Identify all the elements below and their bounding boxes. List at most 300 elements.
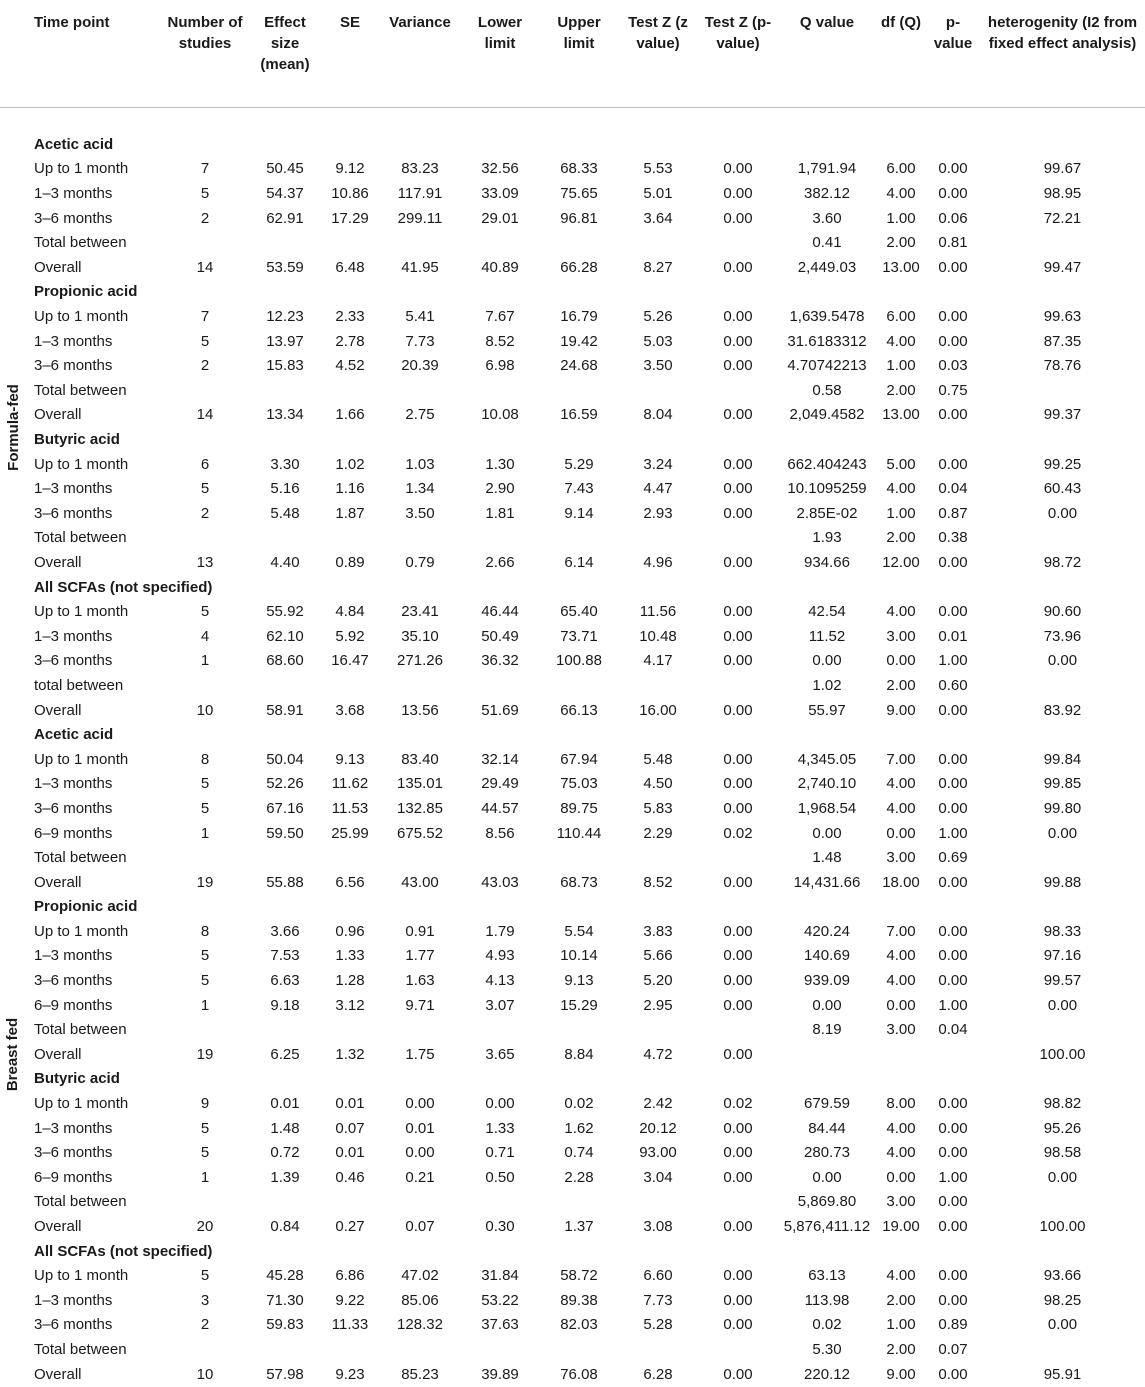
table-cell: 0.00 xyxy=(1047,504,1078,522)
table-cell: 0.00 xyxy=(938,947,968,965)
table-cell: 57.98 xyxy=(266,1365,304,1383)
table-cell: 6.25 xyxy=(270,1045,300,1063)
row-label: 1–3 months xyxy=(34,627,113,645)
table-cell: 20.39 xyxy=(401,357,439,375)
table-cell: 1.48 xyxy=(812,849,842,867)
table-cell xyxy=(618,378,698,403)
table-cell: 0.00 xyxy=(938,185,968,203)
table-cell: 0.00 xyxy=(723,873,753,891)
section-row xyxy=(0,1239,1145,1264)
table-cell: 3.08 xyxy=(643,1218,673,1236)
table-row xyxy=(0,1362,1145,1387)
header-effect-size: Effect size (mean) xyxy=(250,0,320,107)
table-cell: 1.00 xyxy=(886,1316,916,1334)
table-row xyxy=(0,452,1145,477)
table-cell: 5.54 xyxy=(564,922,594,940)
table-cell: 39.89 xyxy=(481,1365,519,1383)
table-cell: 0.00 xyxy=(723,160,753,178)
table-cell: 5.00 xyxy=(886,455,916,473)
table-cell: 2.78 xyxy=(335,332,365,350)
table-cell: 0.00 xyxy=(812,824,842,842)
table-cell: 68.33 xyxy=(560,160,598,178)
table-cell: 68.60 xyxy=(266,652,304,670)
row-label: Up to 1 month xyxy=(34,455,129,473)
table-cell: 0.71 xyxy=(485,1144,515,1162)
table-cell: 53.59 xyxy=(266,258,304,276)
group-label-text: Breast fed xyxy=(4,1017,22,1092)
table-cell: 40.89 xyxy=(481,258,519,276)
row-label: 1–3 months xyxy=(34,1119,113,1137)
table-cell: 6 xyxy=(200,455,210,473)
table-cell: 5 xyxy=(200,775,210,793)
table-cell: 0.06 xyxy=(938,209,968,227)
table-cell: 0.00 xyxy=(723,455,753,473)
table-cell: 8.56 xyxy=(485,824,515,842)
table-cell xyxy=(380,526,460,551)
header-test-z-p-value: Test Z (p-value) xyxy=(698,0,778,107)
table-cell: 0.00 xyxy=(938,603,968,621)
table-cell: 67.16 xyxy=(266,799,304,817)
table-cell: 0.60 xyxy=(938,676,968,694)
table-cell: 65.40 xyxy=(560,603,598,621)
table-cell: 5.53 xyxy=(643,160,673,178)
table-cell: 5.29 xyxy=(564,455,594,473)
table-cell: 0.01 xyxy=(938,627,968,645)
table-row xyxy=(0,1337,1145,1362)
table-cell: 99.85 xyxy=(1043,775,1082,793)
table-cell: 13.34 xyxy=(266,406,304,424)
table-cell xyxy=(460,673,540,698)
table-cell: 117.91 xyxy=(397,185,443,203)
table-cell: 93.00 xyxy=(639,1144,677,1162)
table-cell: 0.00 xyxy=(405,1144,435,1162)
table-cell xyxy=(160,230,250,255)
row-label: 1–3 months xyxy=(34,480,113,498)
section-title: Butyric acid xyxy=(34,431,120,449)
table-cell: 0.00 xyxy=(812,996,842,1014)
table-cell xyxy=(618,1337,698,1362)
table-cell: 9.22 xyxy=(335,1291,365,1309)
table-cell: 0.00 xyxy=(938,258,968,276)
table-row xyxy=(0,1313,1145,1338)
row-label: Total between xyxy=(34,1021,127,1039)
table-cell xyxy=(618,673,698,698)
table-cell: 3.00 xyxy=(886,627,916,645)
row-label: 3–6 months xyxy=(34,652,113,670)
table-cell: 0.00 xyxy=(886,996,916,1014)
table-cell: 90.60 xyxy=(1043,603,1082,621)
table-cell: 3.65 xyxy=(485,1045,515,1063)
table-cell: 8.52 xyxy=(643,873,673,891)
table-cell: 25.99 xyxy=(331,824,369,842)
table-cell: 0.00 xyxy=(1047,1316,1078,1334)
table-cell: 113.98 xyxy=(804,1291,850,1309)
table-cell: 6.86 xyxy=(335,1267,365,1285)
table-cell: 0.02 xyxy=(723,1095,753,1113)
table-cell: 7.43 xyxy=(564,480,594,498)
table-cell: 0.00 xyxy=(723,972,753,990)
table-cell: 36.32 xyxy=(481,652,519,670)
table-cell: 2.66 xyxy=(485,553,515,571)
table-cell: 16.00 xyxy=(639,701,677,719)
table-cell: 6.28 xyxy=(643,1365,673,1383)
table-cell: 2.42 xyxy=(643,1095,673,1113)
table-cell: 5.41 xyxy=(405,308,435,326)
table-cell xyxy=(380,378,460,403)
table-cell: 0.00 xyxy=(938,332,968,350)
table-cell: 6.98 xyxy=(485,357,515,375)
table-cell: 20.12 xyxy=(639,1119,677,1137)
table-cell xyxy=(380,845,460,870)
table-cell: 85.06 xyxy=(401,1291,439,1309)
table-cell: 1 xyxy=(200,1168,210,1186)
table-cell: 1.00 xyxy=(938,1168,968,1186)
section-row xyxy=(0,132,1145,157)
table-cell: 5 xyxy=(200,603,210,621)
table-cell: 31.84 xyxy=(481,1267,519,1285)
table-cell: 1.02 xyxy=(335,455,365,473)
table-cell: 73.96 xyxy=(1043,627,1082,645)
table-cell: 2,049.4582 xyxy=(789,406,865,424)
table-cell: 71.30 xyxy=(266,1291,304,1309)
table-cell: 0.07 xyxy=(938,1340,968,1358)
table-cell: 99.84 xyxy=(1043,750,1082,768)
table-cell: 5.92 xyxy=(335,627,365,645)
table-cell: 420.24 xyxy=(804,922,850,940)
table-cell: 87.35 xyxy=(1043,332,1082,350)
table-cell xyxy=(380,673,460,698)
row-label: 3–6 months xyxy=(34,1144,113,1162)
table-cell: 12.23 xyxy=(266,308,304,326)
table-row xyxy=(0,673,1145,698)
table-cell: 110.44 xyxy=(556,824,602,842)
table-cell: 98.58 xyxy=(1043,1144,1082,1162)
table-cell: 9.00 xyxy=(886,701,916,719)
table-cell: 99.67 xyxy=(1043,160,1082,178)
table-cell: 0.00 xyxy=(938,701,968,719)
row-label: Total between xyxy=(34,529,127,547)
table-cell: 9.14 xyxy=(564,504,594,522)
table-cell: 4.93 xyxy=(485,947,515,965)
table-cell: 98.72 xyxy=(1043,553,1082,571)
table-cell: 0.79 xyxy=(405,553,435,571)
table-cell: 6.48 xyxy=(335,258,365,276)
row-label: Total between xyxy=(34,234,127,252)
table-cell: 31.6183312 xyxy=(787,332,867,350)
table-cell: 5 xyxy=(200,1144,210,1162)
row-label: 3–6 months xyxy=(34,209,113,227)
table-cell: 8.52 xyxy=(485,332,515,350)
table-cell xyxy=(460,378,540,403)
row-label: 6–9 months xyxy=(34,1168,113,1186)
header-p-value: p-value xyxy=(926,0,980,107)
table-cell: 128.32 xyxy=(397,1316,443,1334)
table-cell: 6.00 xyxy=(886,160,916,178)
table-cell: 2 xyxy=(200,504,210,522)
table-cell: 9.23 xyxy=(335,1365,365,1383)
section-title: Propionic acid xyxy=(34,898,138,916)
table-cell: 5.83 xyxy=(643,799,673,817)
table-cell: 2,449.03 xyxy=(797,258,857,276)
table-cell: 0.00 xyxy=(1047,652,1078,670)
table-cell xyxy=(698,1017,778,1042)
header-number-of-studies: Number of studies xyxy=(160,0,250,107)
table-cell: 11.53 xyxy=(331,799,369,817)
table-cell: 3.60 xyxy=(812,209,842,227)
table-cell: 4,345.05 xyxy=(797,750,857,768)
table-cell: 1.81 xyxy=(485,504,515,522)
table-cell: 45.28 xyxy=(266,1267,304,1285)
table-cell: 0.00 xyxy=(938,1095,968,1113)
table-cell: 66.28 xyxy=(560,258,598,276)
table-cell: 1 xyxy=(200,652,210,670)
table-cell: 5,876,411.12 xyxy=(783,1218,871,1236)
table-cell: 0.00 xyxy=(485,1095,515,1113)
table-cell: 3.50 xyxy=(643,357,673,375)
table-cell: 1.63 xyxy=(405,972,435,990)
table-cell: 0.00 xyxy=(723,504,753,522)
table-cell: 62.10 xyxy=(266,627,304,645)
table-cell: 5.28 xyxy=(643,1316,673,1334)
table-cell: 0.00 xyxy=(723,1267,753,1285)
table-cell: 1 xyxy=(200,996,210,1014)
table-cell xyxy=(618,526,698,551)
section-row xyxy=(0,722,1145,747)
table-row xyxy=(0,501,1145,526)
row-label: Overall xyxy=(34,406,82,424)
table-row xyxy=(0,550,1145,575)
row-label: 1–3 months xyxy=(34,1291,113,1309)
table-cell: 939.09 xyxy=(804,972,850,990)
header-time-point: Time point xyxy=(0,0,160,107)
section-title: Propionic acid xyxy=(34,283,138,301)
table-cell: 299.11 xyxy=(397,209,443,227)
section-title: Butyric acid xyxy=(34,1070,120,1088)
table-cell: 89.75 xyxy=(560,799,598,817)
table-cell: 8.04 xyxy=(643,406,673,424)
table-cell xyxy=(320,378,380,403)
table-cell xyxy=(160,1337,250,1362)
table-cell xyxy=(540,845,618,870)
table-row xyxy=(0,378,1145,403)
table-cell: 99.57 xyxy=(1043,972,1082,990)
table-row xyxy=(0,599,1145,624)
table-cell: 3 xyxy=(200,1291,210,1309)
row-label: Overall xyxy=(34,258,82,276)
table-cell: 4.00 xyxy=(886,603,916,621)
table-cell: 0.00 xyxy=(938,1144,968,1162)
table-cell: 0.00 xyxy=(938,406,968,424)
table-cell: 0.50 xyxy=(485,1168,515,1186)
table-cell: 83.40 xyxy=(401,750,439,768)
table-cell: 14 xyxy=(196,406,214,424)
group-label xyxy=(3,722,23,1387)
table-cell: 0.00 xyxy=(886,824,916,842)
row-label: 1–3 months xyxy=(34,332,113,350)
table-row xyxy=(0,304,1145,329)
table-cell: 934.66 xyxy=(804,553,850,571)
table-cell: 0.00 xyxy=(1047,1168,1078,1186)
table-cell: 0.02 xyxy=(723,824,753,842)
table-cell: 99.88 xyxy=(1043,873,1082,891)
table-cell: 2.00 xyxy=(886,529,916,547)
table-cell xyxy=(876,1042,926,1067)
group-label xyxy=(3,132,23,723)
table-cell: 50.45 xyxy=(266,160,304,178)
table-cell: 99.37 xyxy=(1043,406,1082,424)
table-row xyxy=(0,255,1145,280)
table-cell: 89.38 xyxy=(560,1291,598,1309)
table-cell: 0.00 xyxy=(938,1119,968,1137)
table-cell: 1.93 xyxy=(812,529,842,547)
row-label: Up to 1 month xyxy=(34,750,129,768)
table-cell: 0.00 xyxy=(723,750,753,768)
table-cell: 1,968.54 xyxy=(797,799,857,817)
table-cell: 0.00 xyxy=(723,357,753,375)
row-label: Overall xyxy=(34,553,82,571)
table-cell: 73.71 xyxy=(560,627,598,645)
table-cell: 54.37 xyxy=(266,185,304,203)
table-cell: 5 xyxy=(200,480,210,498)
table-cell: 8.27 xyxy=(643,258,673,276)
table-cell: 8 xyxy=(200,922,210,940)
table-cell: 0.04 xyxy=(938,1021,968,1039)
table-cell: 5.16 xyxy=(270,480,300,498)
table-cell: 16.47 xyxy=(331,652,369,670)
table-row xyxy=(0,968,1145,993)
table-cell xyxy=(698,230,778,255)
table-cell xyxy=(540,1337,618,1362)
table-cell xyxy=(778,1042,876,1067)
table-cell: 1,791.94 xyxy=(797,160,857,178)
table-cell xyxy=(320,845,380,870)
row-label: Overall xyxy=(34,1045,82,1063)
table-cell: 2 xyxy=(200,1316,210,1334)
table-cell: 93.66 xyxy=(1043,1267,1082,1285)
table-cell: 7.53 xyxy=(270,947,300,965)
table-cell: 35.10 xyxy=(401,627,439,645)
table-row xyxy=(0,624,1145,649)
table-cell: 75.03 xyxy=(560,775,598,793)
table-cell: 0.00 xyxy=(938,160,968,178)
row-label: Total between xyxy=(34,381,127,399)
table-cell: 1.34 xyxy=(405,480,435,498)
table-cell: 5 xyxy=(200,1119,210,1137)
table-cell: 0.00 xyxy=(723,799,753,817)
table-cell: 0.00 xyxy=(723,947,753,965)
table-cell: 1.37 xyxy=(564,1218,594,1236)
table-cell: 5.03 xyxy=(643,332,673,350)
table-cell: 0.02 xyxy=(812,1316,842,1334)
table-cell: 1.16 xyxy=(335,480,365,498)
table-cell: 3.24 xyxy=(643,455,673,473)
table-cell: 37.63 xyxy=(481,1316,519,1334)
table-cell: 16.79 xyxy=(560,308,598,326)
table-cell: 2.93 xyxy=(643,504,673,522)
table-cell: 99.25 xyxy=(1043,455,1082,473)
table-cell: 47.02 xyxy=(401,1267,439,1285)
table-cell: 1.33 xyxy=(485,1119,515,1137)
row-label: Up to 1 month xyxy=(34,922,129,940)
table-cell: 0.00 xyxy=(723,775,753,793)
table-cell: 6.60 xyxy=(643,1267,673,1285)
table-row xyxy=(0,353,1145,378)
table-cell: 100.00 xyxy=(1039,1218,1086,1236)
row-label: 1–3 months xyxy=(34,947,113,965)
row-label: 3–6 months xyxy=(34,1316,113,1334)
table-cell xyxy=(460,1337,540,1362)
row-label: Up to 1 month xyxy=(34,603,129,621)
table-cell: 0.00 xyxy=(723,480,753,498)
table-cell: 12.00 xyxy=(882,553,920,571)
section-title: Acetic acid xyxy=(34,135,114,153)
table-cell: 0.00 xyxy=(938,799,968,817)
table-cell xyxy=(320,1337,380,1362)
table-cell: 6.00 xyxy=(886,308,916,326)
section-row xyxy=(0,427,1145,452)
table-cell: 3.50 xyxy=(405,504,435,522)
row-label: total between xyxy=(34,676,124,694)
table-cell xyxy=(250,1190,320,1215)
table-cell: 10.86 xyxy=(331,185,369,203)
table-row xyxy=(0,1190,1145,1215)
table-cell: 5 xyxy=(200,1267,210,1285)
table-cell xyxy=(250,845,320,870)
table-cell: 0.00 xyxy=(723,258,753,276)
table-cell: 0.04 xyxy=(938,480,968,498)
table-cell xyxy=(618,845,698,870)
table-cell: 11.62 xyxy=(331,775,369,793)
table-cell: 33.09 xyxy=(481,185,519,203)
table-cell xyxy=(980,1190,1145,1215)
table-row xyxy=(0,649,1145,674)
table-cell: 5 xyxy=(200,972,210,990)
table-cell: 1.00 xyxy=(938,824,968,842)
table-cell xyxy=(980,526,1145,551)
table-cell: 46.44 xyxy=(481,603,519,621)
table-cell: 3.66 xyxy=(270,922,300,940)
table-cell: 20 xyxy=(196,1218,214,1236)
table-cell: 0.84 xyxy=(270,1218,300,1236)
table-cell: 4.96 xyxy=(643,553,673,571)
table-cell: 0.01 xyxy=(405,1119,435,1137)
table-cell: 13.00 xyxy=(882,406,920,424)
table-cell: 679.59 xyxy=(804,1095,850,1113)
table-cell: 98.82 xyxy=(1043,1095,1082,1113)
table-row xyxy=(0,845,1145,870)
table-cell: 100.00 xyxy=(1039,1045,1086,1063)
table-cell: 10.48 xyxy=(639,627,677,645)
section-row xyxy=(0,575,1145,600)
row-label: 6–9 months xyxy=(34,996,113,1014)
header-row xyxy=(0,0,1145,107)
table-cell: 1.28 xyxy=(335,972,365,990)
table-cell: 4.00 xyxy=(886,775,916,793)
table-cell: 75.65 xyxy=(560,185,598,203)
table-cell: 6.63 xyxy=(270,972,300,990)
table-cell: 0.01 xyxy=(335,1144,365,1162)
table-row xyxy=(0,230,1145,255)
table-cell: 9.71 xyxy=(405,996,435,1014)
table-cell xyxy=(540,1190,618,1215)
table-cell: 59.83 xyxy=(266,1316,304,1334)
table-cell: 0.03 xyxy=(938,357,968,375)
section-title: Acetic acid xyxy=(34,726,114,744)
header-df-q: df (Q) xyxy=(876,0,926,107)
table-cell: 0.00 xyxy=(938,1218,968,1236)
table-cell: 4.00 xyxy=(886,332,916,350)
table-cell xyxy=(160,1017,250,1042)
